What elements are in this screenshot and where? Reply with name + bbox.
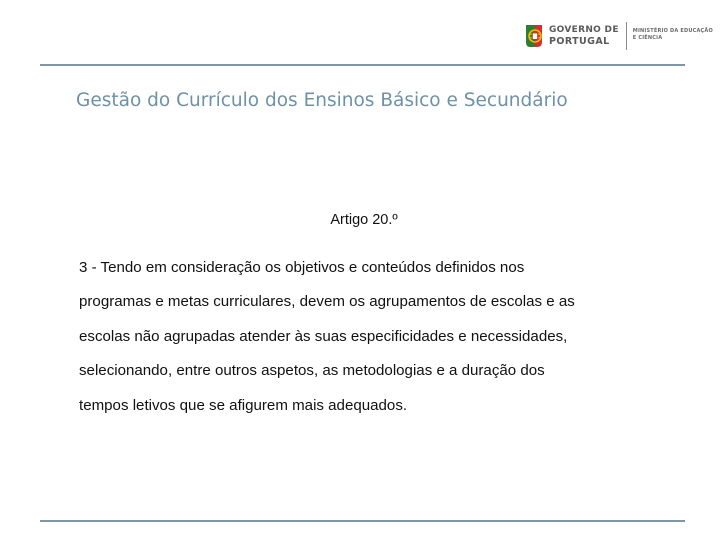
ministry-name-line2: E CIÊNCIA bbox=[632, 35, 663, 41]
bottom-divider bbox=[40, 520, 685, 522]
government-name bbox=[549, 22, 619, 47]
paragraph-line: selecionando, entre outros aspetos, as metodologias e a duração dos bbox=[79, 362, 545, 380]
top-divider bbox=[40, 64, 685, 66]
paragraph-line: 3 - Tendo em consideração os objetivos e conteúdos definidos nos bbox=[79, 259, 525, 276]
logo-divider bbox=[626, 22, 627, 50]
government-logo bbox=[522, 22, 713, 54]
article-heading: Artigo 20.º bbox=[330, 212, 398, 228]
government-name-line2: PORTUGAL bbox=[549, 36, 610, 47]
paragraph-line: programas e metas curriculares, devem os agrupamentos de escolas e as bbox=[79, 293, 575, 311]
ministry-name bbox=[633, 22, 713, 42]
portugal-armillary-sphere-icon bbox=[522, 22, 546, 50]
article-paragraph bbox=[79, 251, 699, 423]
ministry-name-line1: MINISTÉRIO DA EDUCAÇÃO bbox=[632, 28, 713, 34]
paragraph-line: escolas não agrupadas atender às suas especificidades e necessidades, bbox=[79, 327, 568, 345]
government-name-line1: GOVERNO DE bbox=[549, 25, 619, 35]
slide-title: Gestão do Currículo dos Ensinos Básico e Secundário bbox=[76, 90, 568, 111]
paragraph-line: tempos letivos que se afigurem mais adequados. bbox=[79, 396, 408, 414]
